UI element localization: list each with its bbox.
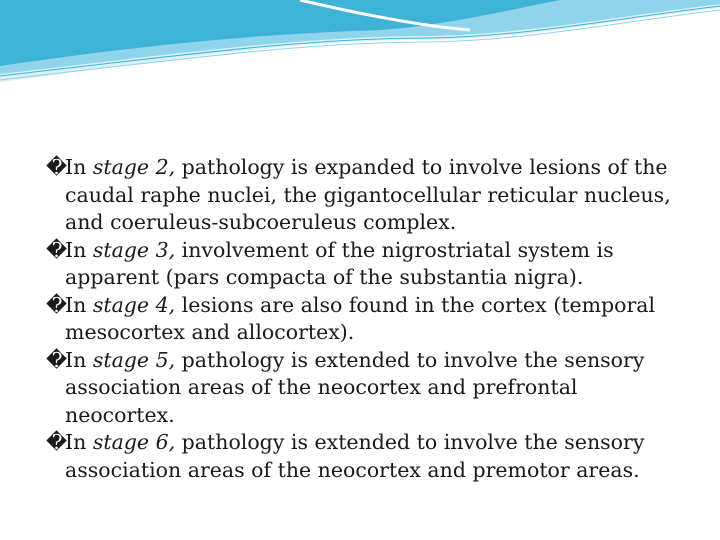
bullet-stage-5 — [46, 347, 686, 430]
bullet-stage-label: stage 4, — [92, 292, 176, 317]
bullet-stage-label: stage 6, — [92, 430, 176, 454]
bullet-stage-3 — [46, 237, 686, 292]
bullet-stage-6 — [46, 429, 686, 484]
bullet-text: pathology is extended to involve the sensory association areas of the neocortex and prefrontal neocortex. — [65, 347, 645, 427]
bullet-prefix: In — [65, 430, 93, 454]
bullet-stage-4 — [46, 292, 686, 347]
bullet-prefix: In — [65, 347, 93, 372]
bullet-marker-icon: � — [46, 347, 68, 372]
bullet-marker-icon: � — [46, 430, 68, 454]
bullet-text: pathology is expanded to involve lesions of the caudal raphe nuclei, the gigantocellular reticular nucleus, and coeruleus-subcoeruleus complex. — [65, 155, 671, 234]
bullet-text: lesions are also found in the cortex (temporal mesocortex and allocortex). — [65, 292, 656, 344]
bullet-prefix: In — [65, 155, 93, 179]
bullet-marker-icon: � — [46, 237, 68, 262]
bullet-text: involvement of the nigrostriatal system is apparent (pars compacta of the substantia nigra). — [65, 237, 614, 289]
bullet-marker-icon: � — [46, 292, 68, 317]
bullet-text: pathology is extended to involve the sensory association areas of the neocortex and premotor areas. — [65, 430, 645, 482]
bullet-prefix: In — [65, 292, 93, 317]
bullet-prefix: In — [65, 237, 93, 262]
bullet-stage-label: stage 3, — [92, 237, 176, 262]
bullet-stage-2 — [46, 154, 686, 237]
bullet-list — [46, 154, 686, 484]
bullet-stage-label: stage 2, — [92, 155, 176, 179]
bullet-stage-label: stage 5, — [92, 347, 176, 372]
bullet-marker-icon: � — [46, 155, 68, 179]
header-wave-decoration — [0, 0, 720, 90]
